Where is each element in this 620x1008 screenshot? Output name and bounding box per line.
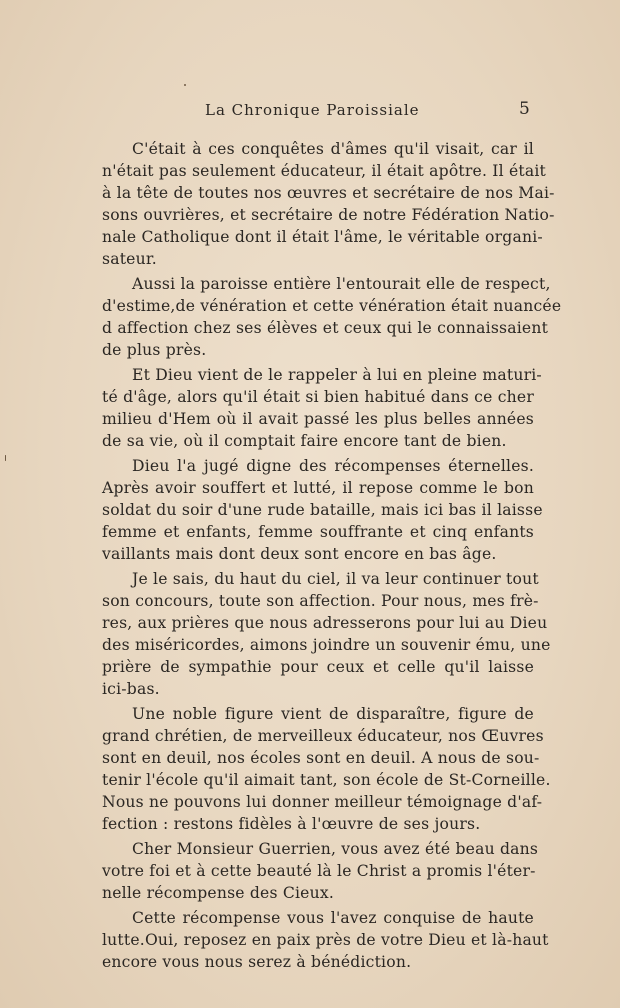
text-line: C'était à ces conquêtes d'âmes qu'il visait, car il — [132, 140, 534, 158]
page-header — [0, 101, 620, 125]
text-line: tenir l'école qu'il aimait tant, son école de St-Corneille. — [102, 771, 551, 789]
paper-speck — [5, 455, 6, 461]
text-line: des miséricordes, aimons joindre un souvenir ému, une — [102, 636, 551, 654]
paragraph — [102, 838, 539, 904]
page-number: 5 — [519, 99, 530, 119]
text-line: sateur. — [102, 250, 157, 268]
text-line: n'était pas seulement éducateur, il était apôtre. Il était — [102, 162, 547, 180]
text-line: d affection chez ses élèves et ceux qui le connaissaient — [102, 319, 549, 337]
text-line: Une noble figure vient de disparaître, figure de — [132, 705, 534, 723]
text-line: Nous ne pouvons lui donner meilleur témoignage d'af- — [102, 793, 543, 811]
text-line: Cette récompense vous l'avez conquise de haute — [132, 909, 534, 927]
text-line: Je le sais, du haut du ciel, il va leur continuer tout — [132, 570, 539, 588]
text-line: d'estime,de vénération et cette vénération était nuancée — [102, 297, 562, 315]
text-line: nale Catholique dont il était l'âme, le véritable organi- — [102, 228, 543, 246]
text-line: Après avoir souffert et lutté, il repose comme le bon — [102, 479, 534, 497]
text-line: Dieu l'a jugé digne des récompenses éternelles. — [132, 457, 534, 475]
text-line: sont en deuil, nos écoles sont en deuil. A nous de sou- — [102, 749, 540, 767]
paragraph — [102, 703, 551, 835]
article-body — [102, 138, 562, 976]
paragraph — [102, 455, 543, 565]
text-line: de plus près. — [102, 341, 207, 359]
text-line: Et Dieu vient de le rappeler à lui en pleine maturi- — [132, 366, 542, 384]
paragraph — [102, 364, 542, 452]
text-line: à la tête de toutes nos œuvres et secrétaire de nos Mai- — [102, 184, 555, 202]
text-line: ici-bas. — [102, 680, 160, 698]
text-line: lutte.Oui, reposez en paix près de votre Dieu et là-haut — [102, 931, 549, 949]
text-line: prière de sympathie pour ceux et celle qu'il laisse — [102, 658, 534, 676]
paragraph — [102, 273, 562, 361]
text-line: son concours, toute son affection. Pour nous, mes frè- — [102, 592, 539, 610]
running-title: La Chronique Paroissiale — [205, 101, 420, 119]
text-line: femme et enfants, femme souffrante et cinq enfants — [102, 523, 534, 541]
text-line: soldat du soir d'une rude bataille, mais ici bas il laisse — [102, 501, 543, 519]
text-line: votre foi et à cette beauté là le Christ a promis l'éter- — [102, 862, 536, 880]
text-line: milieu d'Hem où il avait passé les plus belles années — [102, 410, 534, 428]
paragraph — [102, 568, 551, 700]
text-line: res, aux prières que nous adresserons pour lui au Dieu — [102, 614, 548, 632]
text-line: fection : restons fidèles à l'œuvre de ses jours. — [102, 815, 481, 833]
paragraph — [102, 138, 555, 270]
text-line: grand chrétien, de merveilleux éducateur, nos Œuvres — [102, 727, 544, 745]
text-line: de sa vie, où il comptait faire encore tant de bien. — [102, 432, 507, 450]
text-line: sons ouvrières, et secrétaire de notre Fédération Natio- — [102, 206, 555, 224]
paper-speck — [184, 84, 186, 86]
text-line: Aussi la paroisse entière l'entourait elle de respect, — [132, 275, 551, 293]
text-line: té d'âge, alors qu'il était si bien habitué dans ce cher — [102, 388, 534, 406]
paragraph — [102, 907, 549, 973]
text-line: nelle récompense des Cieux. — [102, 884, 334, 902]
text-line: vaillants mais dont deux sont encore en bas âge. — [102, 545, 497, 563]
text-line: Cher Monsieur Guerrien, vous avez été beau dans — [132, 840, 539, 858]
text-line: encore vous nous serez à bénédiction. — [102, 953, 412, 971]
